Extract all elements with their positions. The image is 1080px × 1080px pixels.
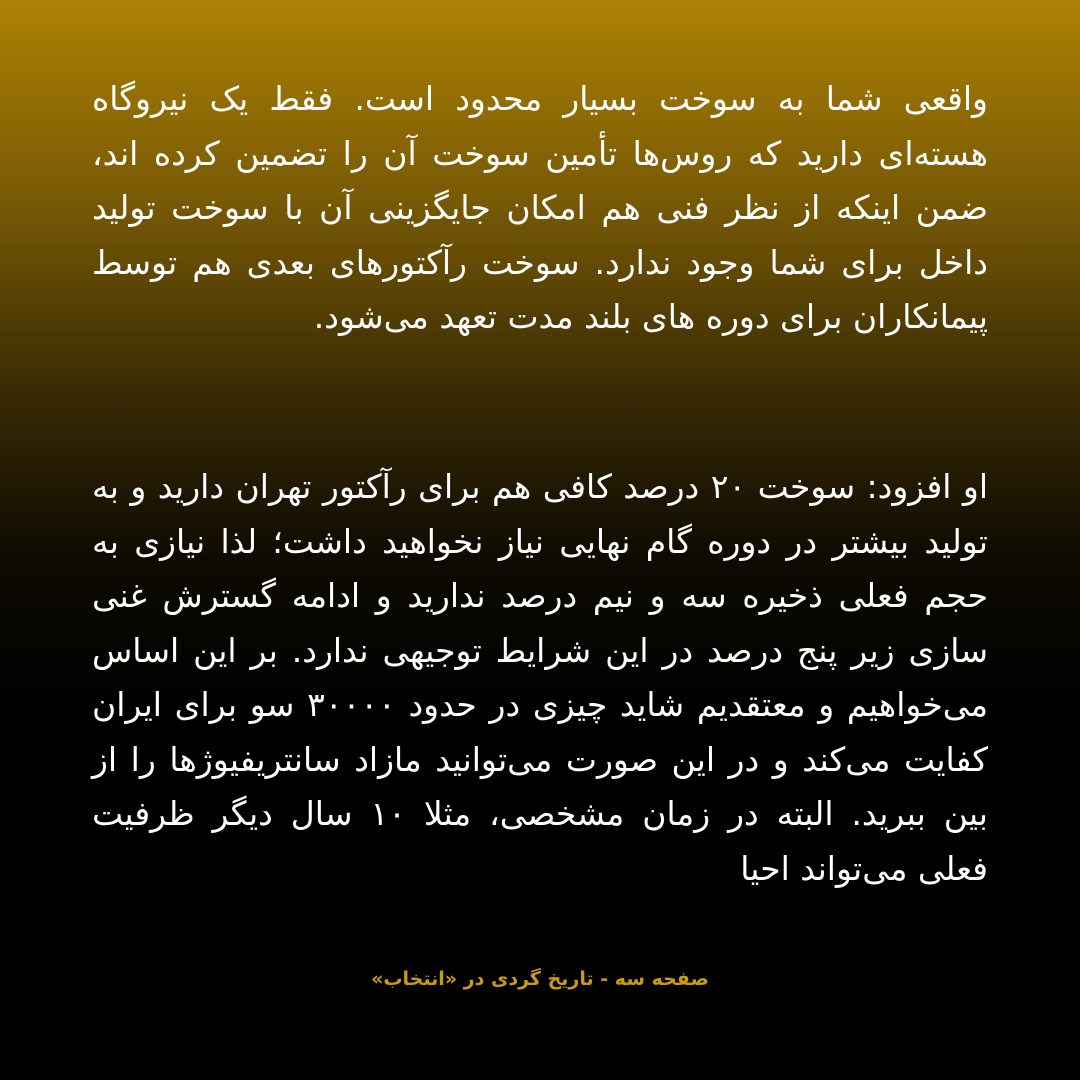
article-paragraph-1: واقعی شما به سوخت بسیار محدود است. فقط یک نیروگاه هسته‌ای دارید که روس‌ها تأمین سوخت آن را تضمین کرده اند، ضمن اینکه از نظر فنی هم امکان جایگزینی آن با سوخت تولید داخل برای شما وجود ندارد. سوخت رآکتورهای بعدی هم توسط پیمانکاران برای دوره های بلند مدت تعهد می‌شود.	[92, 79, 988, 336]
footer-caption: صفحه سه - تاریخ گردی در «انتخاب»	[371, 968, 709, 990]
article-paragraph-2: او افزود: سوخت ۲۰ درصد کافی هم برای رآکتور تهران دارید و به تولید بیشتر در دوره گام نهایی نیاز نخواهید داشت؛ لذا نیازی به حجم فعلی ذخیره سه و نیم درصد ندارید و ادامه گسترش غنی سازی زیر پنج درصد در این شرایط توجیهی ندارد. بر این اساس می‌خواهیم و معتقدیم شاید چیزی در حدود ۳۰۰۰۰ سو برای ایران کفایت می‌کند و در این صورت می‌توانید مازاد سانتریفیوژها را از بین ببرید. البته در زمان مشخصی، مثلا ۱۰ سال دیگر ظرفیت فعلی می‌تواند احیا	[92, 467, 988, 888]
